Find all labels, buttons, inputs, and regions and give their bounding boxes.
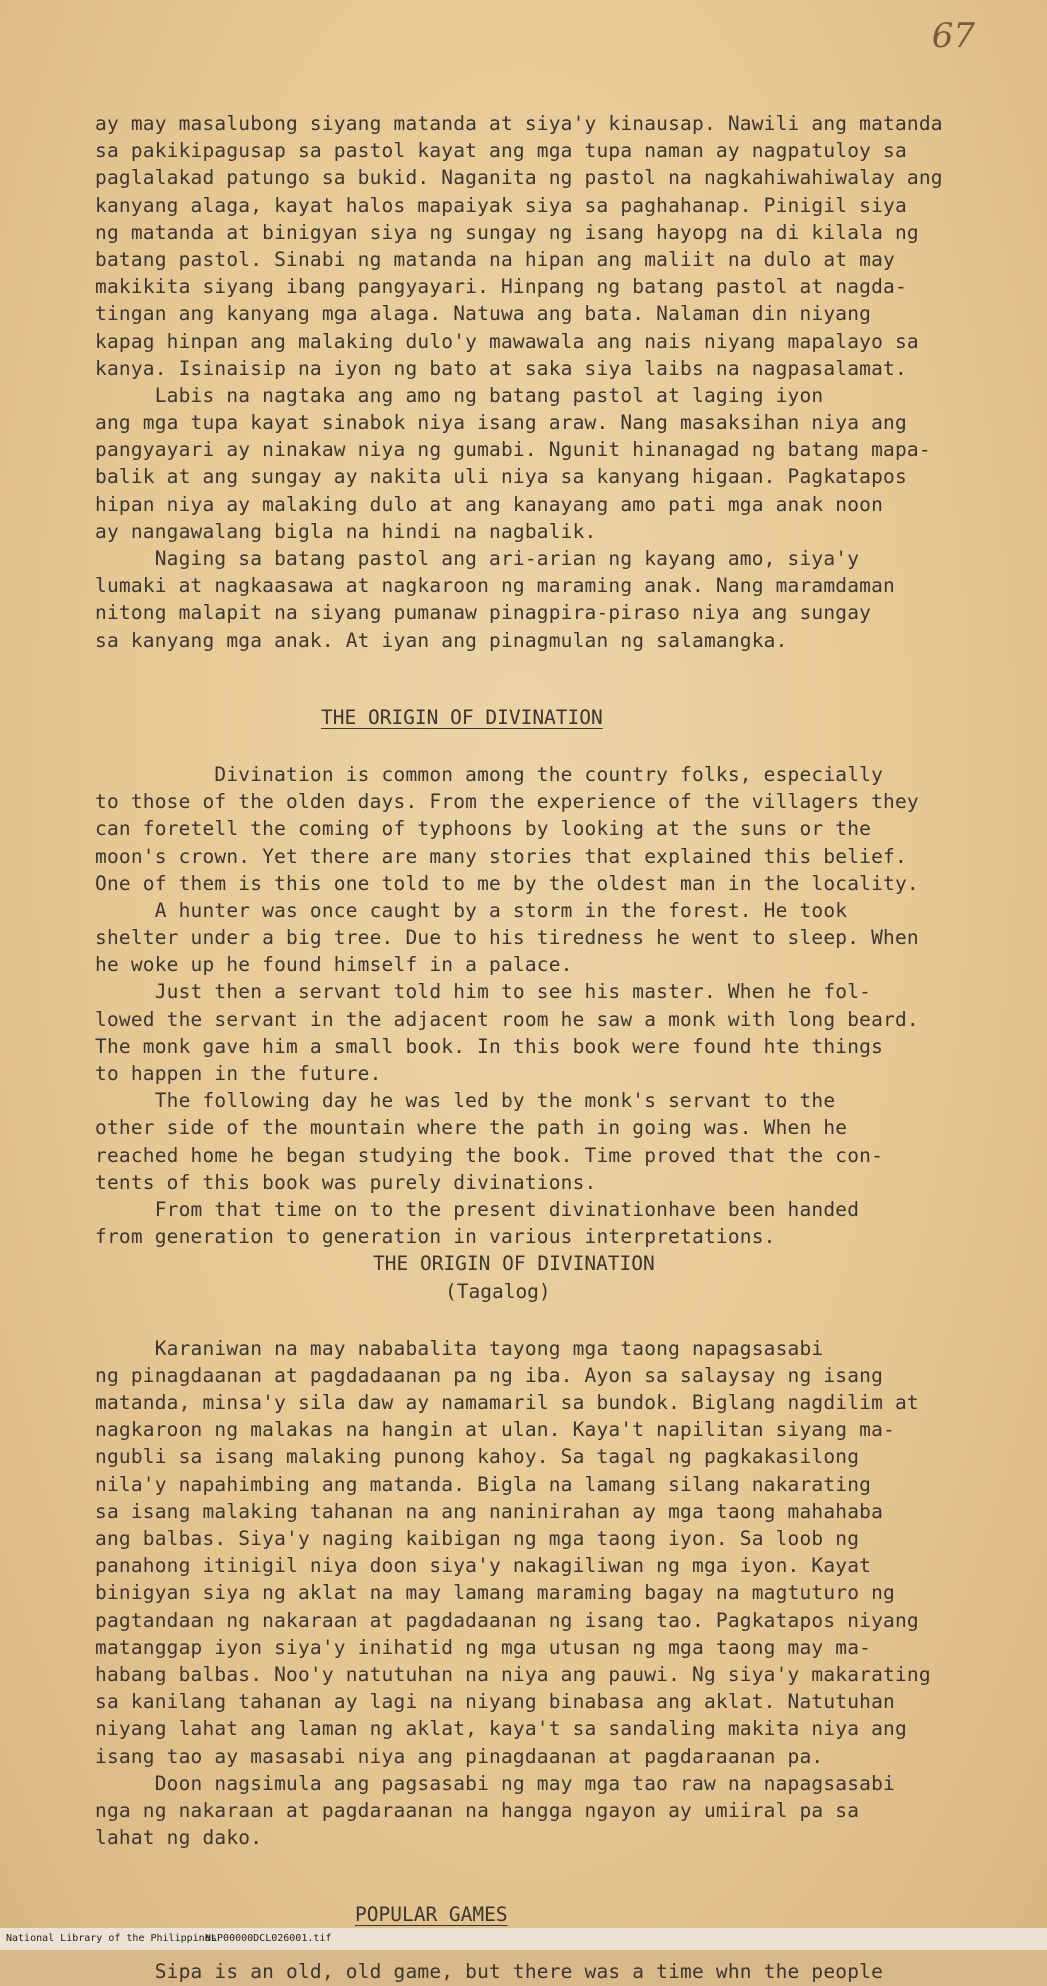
- footer-institution: National Library of the Philippines: [6, 1933, 217, 1944]
- text-line: makikita siyang ibang pangyayari. Hinpang ng batang pastol at nagda-: [95, 275, 907, 299]
- text-line: tingan ang kanyang mga alaga. Natuwa ang bata. Nalaman din niyang: [95, 302, 872, 326]
- document-body: [95, 110, 965, 1986]
- text-line: sa kanilang tahanan ay lagi na niyang binabasa ang aklat. Natutuhan: [95, 1690, 895, 1714]
- text-line: pagtandaan ng nakaraan at pagdadaanan ng isang tao. Pagkatapos niyang: [95, 1608, 919, 1632]
- text-line: Just then a servant told him to see his master. When he fol-: [95, 980, 872, 1004]
- footer-filename: NLP00000DCL026001.tif: [205, 1933, 332, 1944]
- text-line: can foretell the coming of typhoons by looking at the suns or the: [95, 817, 872, 841]
- text-line: he woke up he found himself in a palace.: [95, 953, 573, 977]
- text-line: Karaniwan na may nababalita tayong mga taong napagsasabi: [95, 1336, 824, 1360]
- heading-origin-of-divination: THE ORIGIN OF DIVINATION: [321, 705, 603, 729]
- text-line: sa kanyang mga anak. At iyan ang pinagmulan ng salamangka.: [95, 628, 788, 652]
- text-line: Naging sa batang pastol ang ari-arian ng kayang amo, siya'y: [95, 547, 860, 570]
- text-line: ngubli sa isang malaking punong kahoy. Sa tagal ng pagkakasilong: [95, 1445, 860, 1469]
- text-line: ay may masalubong siyang matanda at siya'y kinausap. Nawili ang matanda: [95, 112, 943, 135]
- text-line: Labis na nagtaka ang amo ng batang pastol at laging iyon: [95, 383, 824, 407]
- section-origin-of-divination-english: [95, 761, 965, 1250]
- heading-popular-games: POPULAR GAMES: [355, 1903, 508, 1927]
- text-line: from generation to generation in various interpretations.: [95, 1225, 776, 1249]
- text-line: other side of the mountain where the path in going was. When he: [95, 1116, 848, 1140]
- text-line: matanggap iyon siya'y inihatid ng mga utusan ng mga taong may ma-: [95, 1635, 872, 1659]
- text-line: moon's crown. Yet there are many stories that explained this belief.: [95, 844, 907, 868]
- text-line: Divination is common among the country folks, especially: [95, 762, 884, 786]
- text-line: kapag hinpan ang malaking dulo'y mawawala ang nais niyang mapalayo sa: [95, 329, 919, 353]
- text-line: One of them is this one told to me by the oldest man in the locality.: [95, 871, 919, 895]
- text-line: ay nangawalang bigla na hindi na nagbalik.: [95, 519, 597, 543]
- text-line: The following day he was led by the monk's servant to the: [95, 1089, 836, 1113]
- heading-tagalog-subtitle: (Tagalog): [445, 1279, 551, 1303]
- text-line: sa isang malaking tahanan na ang naninirahan ay mga taong mahahaba: [95, 1499, 884, 1523]
- text-line: nga ng nakaraan at pagdaraanan na hangga ngayon ay umiiral pa sa: [95, 1798, 860, 1822]
- text-line: matanda, minsa'y sila daw ay namamaril sa bundok. Biglang nagdilim at: [95, 1391, 919, 1415]
- text-line: isang tao ay masasabi niya ang pinagdaanan at pagdaraanan pa.: [95, 1744, 824, 1768]
- text-line: kanyang alaga, kayat halos mapaiyak siya sa paghahanap. Pinigil siya: [95, 193, 907, 217]
- text-line: sa pakikipagusap sa pastol kayat ang mga tupa naman ay nagpatuloy sa: [95, 139, 907, 163]
- text-line: A hunter was once caught by a storm in the forest. He took: [95, 898, 848, 922]
- text-line: habang balbas. Noo'y natutuhan na niya ang pauwi. Ng siya'y makarating: [95, 1662, 931, 1686]
- text-line: lahat ng dako.: [95, 1826, 263, 1850]
- text-line: nagkaroon ng malakas na hangin at ulan. Kaya't napilitan siyang ma-: [95, 1418, 895, 1442]
- text-line: reached home he began studying the book. Time proved that the con-: [95, 1143, 884, 1167]
- text-line: binigyan siya ng aklat na may lamang maraming bagay na magtuturo ng: [95, 1581, 895, 1605]
- text-line: tents of this book was purely divinations.: [95, 1170, 597, 1194]
- text-line: From that time on to the present divinationhave been handed: [95, 1197, 860, 1221]
- text-line: ang mga tupa kayat sinabok niya isang araw. Nang masaksihan niya ang: [95, 411, 907, 435]
- text-line: ng matanda at binigyan siya ng sungay ng isang hayopg na di kilala ng: [95, 220, 919, 244]
- text-line: Doon nagsimula ang pagsasabi ng may mga tao raw na napagsasabi: [95, 1771, 895, 1795]
- text-line: ng pinagdaanan at pagdadaanan pa ng iba. Ayon sa salaysay ng isang: [95, 1363, 884, 1387]
- text-line: niyang lahat ang laman ng aklat, kaya't sa sandaling makita niya ang: [95, 1717, 907, 1741]
- section-popular-games: [95, 1958, 965, 1985]
- text-line: balik at ang sungay ay nakita uli niya sa kanyang higaan. Pagkatapos: [95, 465, 907, 489]
- text-line: ang balbas. Siya'y naging kaibigan ng mga taong iyon. Sa loob ng: [95, 1527, 860, 1550]
- text-line: nila'y napahimbing ang matanda. Bigla na lamang silang nakarating: [95, 1472, 872, 1496]
- text-line: hipan niya ay malaking dulo at ang kanayang amo pati mga anak noon: [95, 492, 884, 516]
- heading-origin-of-divination-tagalog: THE ORIGIN OF DIVINATION: [373, 1252, 655, 1276]
- text-line: pangyayari ay ninakaw niya ng gumabi. Ngunit hinanagad ng batang mapa-: [95, 438, 931, 462]
- text-line: panahong itinigil niya doon siya'y nakagiliwan ng mga iyon. Kayat: [95, 1554, 872, 1578]
- text-line: paglalakad patungo sa bukid. Naganita ng pastol na nagkahiwahiwalay ang: [95, 166, 943, 190]
- section-salamangka-ending: [95, 110, 965, 654]
- text-line: lowed the servant in the adjacent room he saw a monk with long beard.: [95, 1007, 919, 1031]
- text-line: shelter under a big tree. Due to his tiredness he went to sleep. When: [95, 926, 919, 950]
- text-line: kanya. Isinaisip na iyon ng bato at saka siya laibs na nagpasalamat.: [95, 356, 907, 380]
- text-line: lumaki at nagkaasawa at nagkaroon ng maraming anak. Nang maramdaman: [95, 574, 895, 598]
- text-line: batang pastol. Sinabi ng matanda na hipan ang maliit na dulo at may: [95, 247, 895, 271]
- text-line: Sipa is an old, old game, but there was a time whn the people: [95, 1960, 884, 1984]
- text-line: to those of the olden days. From the experience of the villagers they: [95, 790, 919, 814]
- page-number: 67: [931, 16, 975, 56]
- text-line: The monk gave him a small book. In this book were found hte things: [95, 1034, 884, 1058]
- section-origin-of-divination-tagalog: [95, 1335, 965, 1852]
- text-line: nitong malapit na siyang pumanaw pinagpira-piraso niya ang sungay: [95, 601, 872, 625]
- scan-footer: [0, 1928, 1047, 1950]
- text-line: to happen in the future.: [95, 1062, 382, 1085]
